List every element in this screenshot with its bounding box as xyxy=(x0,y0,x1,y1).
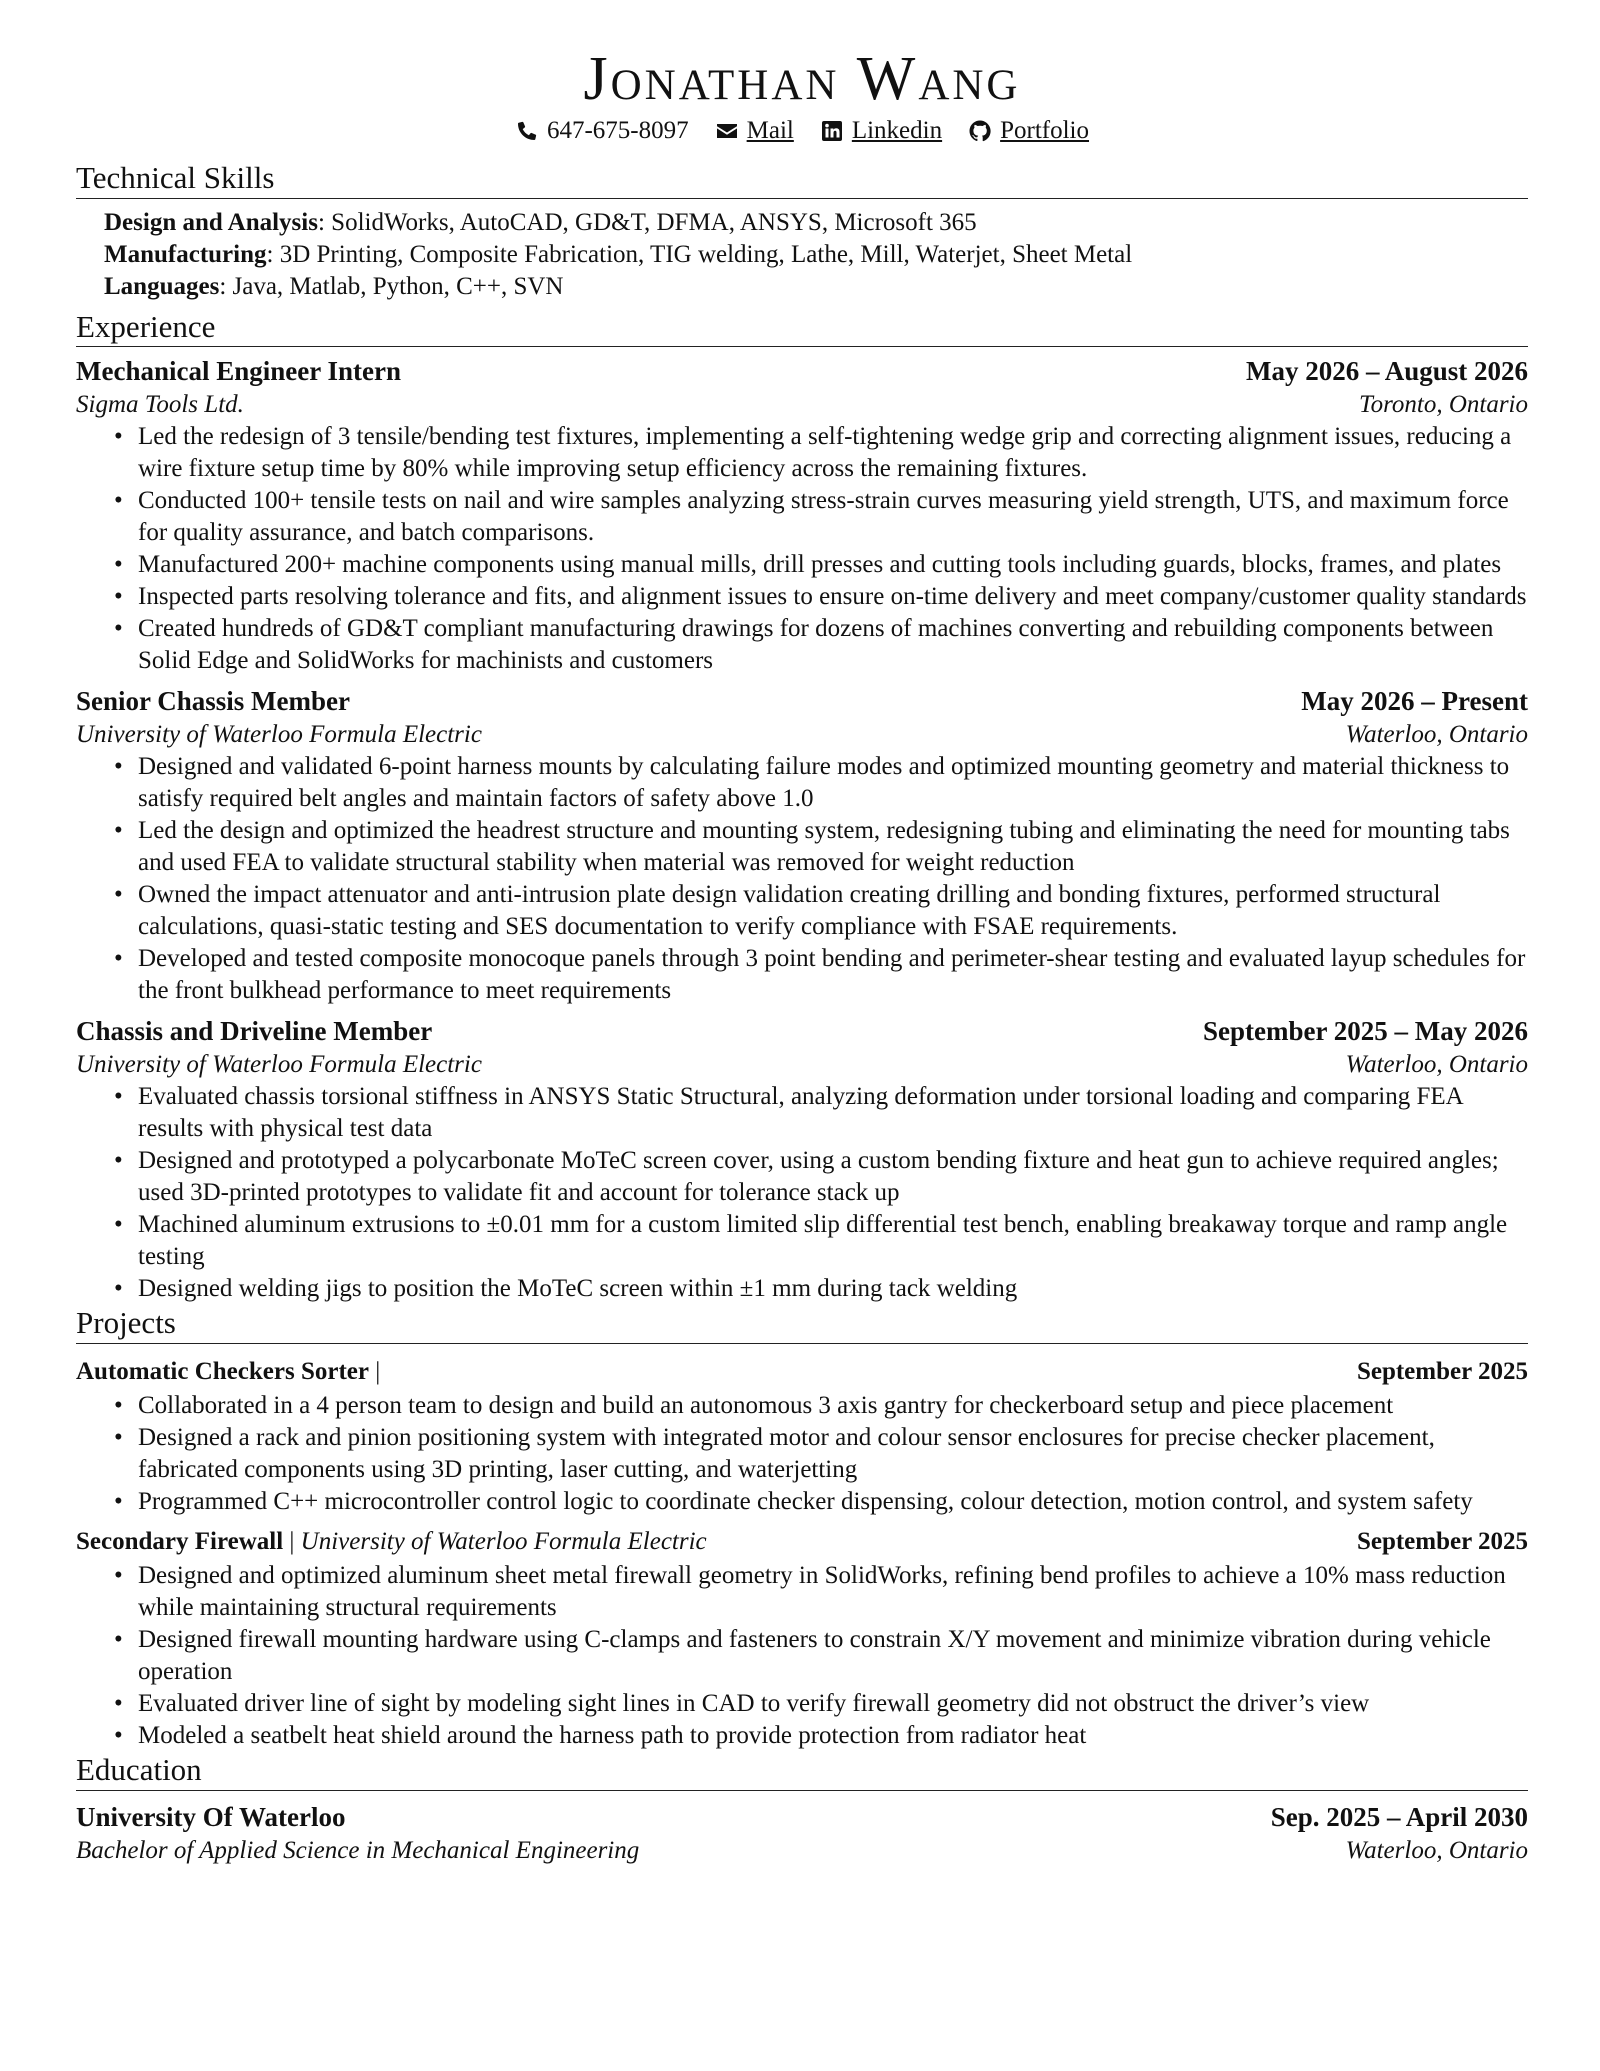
project-entry xyxy=(76,1354,1528,1518)
skills-section xyxy=(76,160,1528,303)
job-title: Mechanical Engineer Intern xyxy=(76,356,401,387)
bullet-item: • Conducted 100+ tensile tests on nail and wire samples analyzing stress-strain curves measuring yield strength, UTS, and maximum force for quality assurance, and batch comparisons. xyxy=(138,485,1528,549)
resume-page xyxy=(76,40,1528,1867)
education-header xyxy=(76,1799,1528,1835)
project-header xyxy=(76,1524,1528,1560)
linkedin-contact[interactable] xyxy=(820,116,942,146)
bullet-item: • Evaluated chassis torsional stiffness in ANSYS Static Structural, analyzing deformation under torsional loading and comparing FEA results with physical test data xyxy=(138,1081,1528,1145)
bullet-item: • Inspected parts resolving tolerance and fits, and alignment issues to ensure on-time delivery and meet company/customer quality standards xyxy=(138,581,1528,613)
job-bullets xyxy=(76,1081,1528,1305)
job-title: Chassis and Driveline Member xyxy=(76,1016,433,1047)
school-name: University Of Waterloo xyxy=(76,1801,346,1832)
degree-name: Bachelor of Applied Science in Mechanical Engineering xyxy=(76,1836,640,1864)
job-location: Toronto, Ontario xyxy=(1358,391,1528,419)
job-org: Sigma Tools Ltd. xyxy=(76,391,244,419)
skill-label: Design and Analysis xyxy=(104,208,318,236)
skill-row xyxy=(104,207,1528,239)
job-header xyxy=(76,1013,1528,1049)
project-header xyxy=(76,1354,1528,1390)
bullet-item: • Manufactured 200+ machine components using manual mills, drill presses and cutting tools including guards, blocks, frames, and plates xyxy=(138,549,1528,581)
job-subheader xyxy=(76,389,1528,421)
bullet-item: • Led the redesign of 3 tensile/bending test fixtures, implementing a self-tightening wedge grip and correcting alignment issues, reducing a wire fixture setup time by 80% while improving setup efficiency across the remaining fixtures. xyxy=(138,421,1528,485)
education-subheader xyxy=(76,1835,1528,1867)
phone-number: 647-675-8097 xyxy=(546,117,689,144)
job-org: University of Waterloo Formula Electric xyxy=(76,721,482,749)
projects-section xyxy=(76,1305,1528,1752)
bullet-item: • Machined aluminum extrusions to ±0.01 mm for a custom limited slip differential test bench, enabling breakaway torque and ramp angle testing xyxy=(138,1209,1528,1273)
experience-section xyxy=(76,309,1528,1306)
portfolio-link[interactable]: Portfolio xyxy=(1000,117,1090,144)
project-entry xyxy=(76,1524,1528,1752)
bullet-item: • Designed a rack and pinion positioning system with integrated motor and colour sensor enclosures for precise checker placement, fabricated components using 3D printing, laser cutting, and waterjetting xyxy=(138,1422,1528,1486)
skill-label: Manufacturing xyxy=(104,240,267,268)
job-location: Waterloo, Ontario xyxy=(1345,721,1528,749)
bullet-item: • Developed and tested composite monocoque panels through 3 point bending and perimeter-shear testing and evaluated layup schedules for the front bulkhead performance to meet requirements xyxy=(138,943,1528,1007)
job-bullets xyxy=(76,751,1528,1007)
job-subheader xyxy=(76,719,1528,751)
project-title: Secondary Firewall xyxy=(76,1527,284,1555)
phone-icon xyxy=(515,119,539,143)
mail-contact[interactable] xyxy=(715,116,794,146)
bullet-item: • Designed welding jigs to position the MoTeC screen within ±1 mm during tack welding xyxy=(138,1273,1528,1305)
bullet-item: • Designed and prototyped a polycarbonate MoTeC screen cover, using a custom bending fixture and heat gun to achieve required angles; used 3D-printed prototypes to validate fit and account for tolerance stack up xyxy=(138,1145,1528,1209)
bullet-item: • Designed firewall mounting hardware using C-clamps and fasteners to constrain X/Y movement and minimize vibration during vehicle operation xyxy=(138,1624,1528,1688)
project-date: September 2025 xyxy=(1356,1527,1528,1555)
bullet-item: • Collaborated in a 4 person team to design and build an autonomous 3 axis gantry for checkerboard setup and piece placement xyxy=(138,1390,1528,1422)
project-separator: | xyxy=(368,1357,381,1385)
skills-list xyxy=(76,207,1528,303)
contact-bar xyxy=(76,116,1528,146)
github-icon xyxy=(968,119,992,143)
bullet-item: • Owned the impact attenuator and anti-intrusion plate design validation creating drilling and bonding fixtures, performed structural calculations, quasi-static testing and SES documentation to verify compliance with FSAE requirements. xyxy=(138,879,1528,943)
job-dates: September 2025 – May 2026 xyxy=(1203,1016,1528,1047)
job-bullets xyxy=(76,421,1528,677)
project-bullets xyxy=(76,1390,1528,1518)
education-section xyxy=(76,1752,1528,1867)
section-title-experience: Experience xyxy=(76,309,1528,348)
project-heading xyxy=(76,1354,380,1390)
phone-contact[interactable] xyxy=(515,116,689,146)
skill-value: : Java, Matlab, Python, C++, SVN xyxy=(219,272,564,300)
job-org: University of Waterloo Formula Electric xyxy=(76,1051,482,1079)
resume-header xyxy=(76,45,1528,146)
bullet-item: • Designed and validated 6-point harness mounts by calculating failure modes and optimized mounting geometry and material thickness to satisfy required belt angles and maintain factors of safety above 1.0 xyxy=(138,751,1528,815)
job-header xyxy=(76,683,1528,719)
education-dates: Sep. 2025 – April 2030 xyxy=(1270,1801,1528,1832)
portfolio-contact[interactable] xyxy=(968,116,1089,146)
job-entry xyxy=(76,1013,1528,1305)
project-date: September 2025 xyxy=(1356,1357,1528,1385)
project-org: University of Waterloo Formula Electric xyxy=(300,1527,707,1555)
education-location: Waterloo, Ontario xyxy=(1345,1836,1528,1864)
job-location: Waterloo, Ontario xyxy=(1345,1051,1528,1079)
bullet-item: • Designed and optimized aluminum sheet metal firewall geometry in SolidWorks, refining bend profiles to achieve a 10% mass reduction while maintaining structural requirements xyxy=(138,1560,1528,1624)
section-title-projects: Projects xyxy=(76,1305,1528,1344)
bullet-item: • Modeled a seatbelt heat shield around the harness path to provide protection from radiator heat xyxy=(138,1720,1528,1752)
skill-value: : 3D Printing, Composite Fabrication, TIG welding, Lathe, Mill, Waterjet, Sheet Metal xyxy=(266,240,1133,268)
skill-row xyxy=(104,271,1528,303)
job-dates: May 2026 – August 2026 xyxy=(1245,356,1528,387)
bullet-item: • Evaluated driver line of sight by modeling sight lines in CAD to verify firewall geometry did not obstruct the driver’s view xyxy=(138,1688,1528,1720)
skill-label: Languages xyxy=(104,272,220,300)
linkedin-link[interactable]: Linkedin xyxy=(851,117,943,144)
job-subheader xyxy=(76,1049,1528,1081)
mail-link[interactable]: Mail xyxy=(746,117,794,144)
skill-value: : SolidWorks, AutoCAD, GD&T, DFMA, ANSYS, Microsoft 365 xyxy=(317,208,977,236)
bullet-item: • Programmed C++ microcontroller control logic to coordinate checker dispensing, colour detection, motion control, and system safety xyxy=(138,1486,1528,1518)
project-heading xyxy=(76,1524,707,1560)
linkedin-icon xyxy=(820,119,844,143)
mail-icon xyxy=(715,119,739,143)
job-title: Senior Chassis Member xyxy=(76,686,350,717)
job-dates: May 2026 – Present xyxy=(1301,686,1528,717)
project-title: Automatic Checkers Sorter xyxy=(76,1357,369,1385)
section-title-education: Education xyxy=(76,1752,1528,1791)
bullet-item: • Created hundreds of GD&T compliant manufacturing drawings for dozens of machines converting and rebuilding components between Solid Edge and SolidWorks for machinists and customers xyxy=(138,613,1528,677)
project-bullets xyxy=(76,1560,1528,1752)
section-title-skills: Technical Skills xyxy=(76,160,1528,199)
bullet-item: • Led the design and optimized the headrest structure and mounting system, redesigning tubing and eliminating the need for mounting tabs and used FEA to validate structural stability when material was removed for weight reduction xyxy=(138,815,1528,879)
candidate-name: Jonathan Wang xyxy=(583,45,1021,113)
project-separator: | xyxy=(283,1527,301,1555)
job-entry xyxy=(76,353,1528,677)
job-entry xyxy=(76,683,1528,1007)
job-header xyxy=(76,353,1528,389)
skill-row xyxy=(104,239,1528,271)
